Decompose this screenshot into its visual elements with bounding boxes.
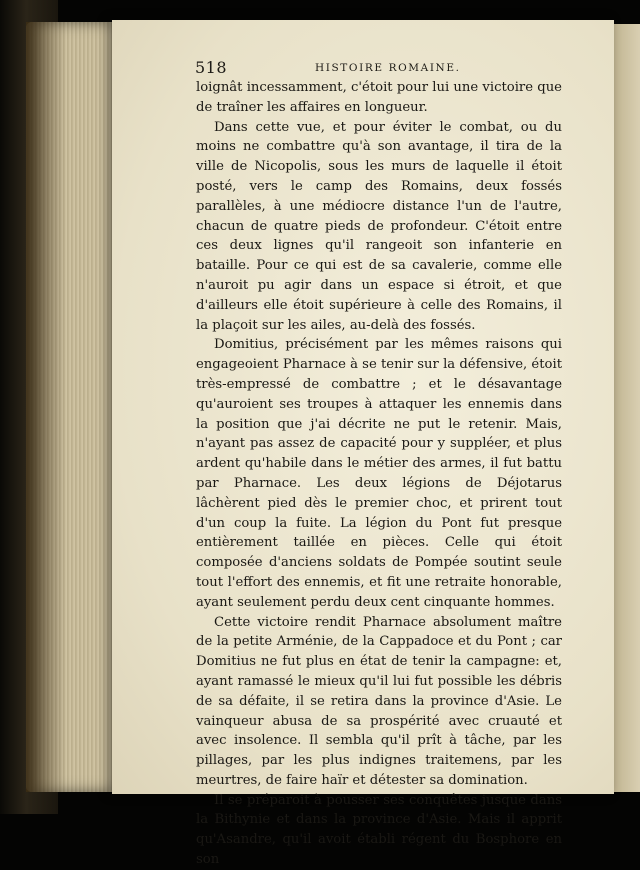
running-head: HISTOIRE ROMAINE. [315,62,461,74]
paragraph: Il se préparoit à pousser ses conquêtes jusque dans la Bithynie et dans la province d'Asie. Mais il apprit qu'Asandre, qu'il avoit établi régent du Bosphore en son [196,792,562,868]
page-header [195,58,560,78]
paragraph: loignât incessamment, c'étoit pour lui une victoire que de traîner les affaires en longueur. [196,80,562,115]
body-text [196,78,562,870]
facing-page-edge [612,24,640,792]
paragraph: Cette victoire rendit Pharnace absolument maître de la petite Arménie, de la Cappadoce et du Pont ; car Domitius ne fut plus en état de tenir la campagne: et, ayant ramassé le mieux qu'il lui fut possible les débris de sa défaite, il se retira dans la province d'Asie. Le vainqueur abusa de sa prospérité avec cruauté et avec insolence. Il sembla qu'il prît à tâche, par les pillages, par les plus indignes traitemens, par les meurtres, de faire haïr et détester sa domination. [196,614,562,788]
paragraph: Domitius, précisément par les mêmes raisons qui engageoient Pharnace à se tenir sur la défensive, étoit très-empressé de combattre ; et le désavantage qu'auroient ses troupes à attaquer les ennemis dans la position que j'ai décrite ne put le retenir. Mais, n'ayant pas assez de capacité pour y suppléer, et plus ardent qu'habile dans le métier des armes, il fut battu par Pharnace. Les deux légions de Déjotarus lâchèrent pied dès le premier choc, et prirent tout d'un coup la fuite. La légion du Pont fut presque entièrement taillée en pièces. Celle qui étoit composée d'anciens soldats de Pompée soutint seule tout l'effort des ennemis, et fit une retraite honorable, ayant seulement perdu deux cent cinquante hommes. [196,337,562,610]
paragraph: Dans cette vue, et pour éviter le combat, ou du moins ne combattre qu'à son avantage, il tira de la ville de Nicopolis, sous les murs de laquelle il étoit posté, vers le camp des Romains, deux fossés parallèles, à une médiocre distance l'un de l'autre, chacun de quatre pieds de profondeur. C'étoit entre ces deux lignes qu'il rangeoit son infanterie en bataille. Pour ce qui est de sa cavalerie, comme elle n'auroit pu agir dans un espace si étroit, et que d'ailleurs elle étoit supérieure à celle des Romains, il la plaçoit sur les ailes, au-delà des fossés. [196,119,562,333]
edge-shadow [26,22,66,792]
page-number: 518 [195,58,228,77]
